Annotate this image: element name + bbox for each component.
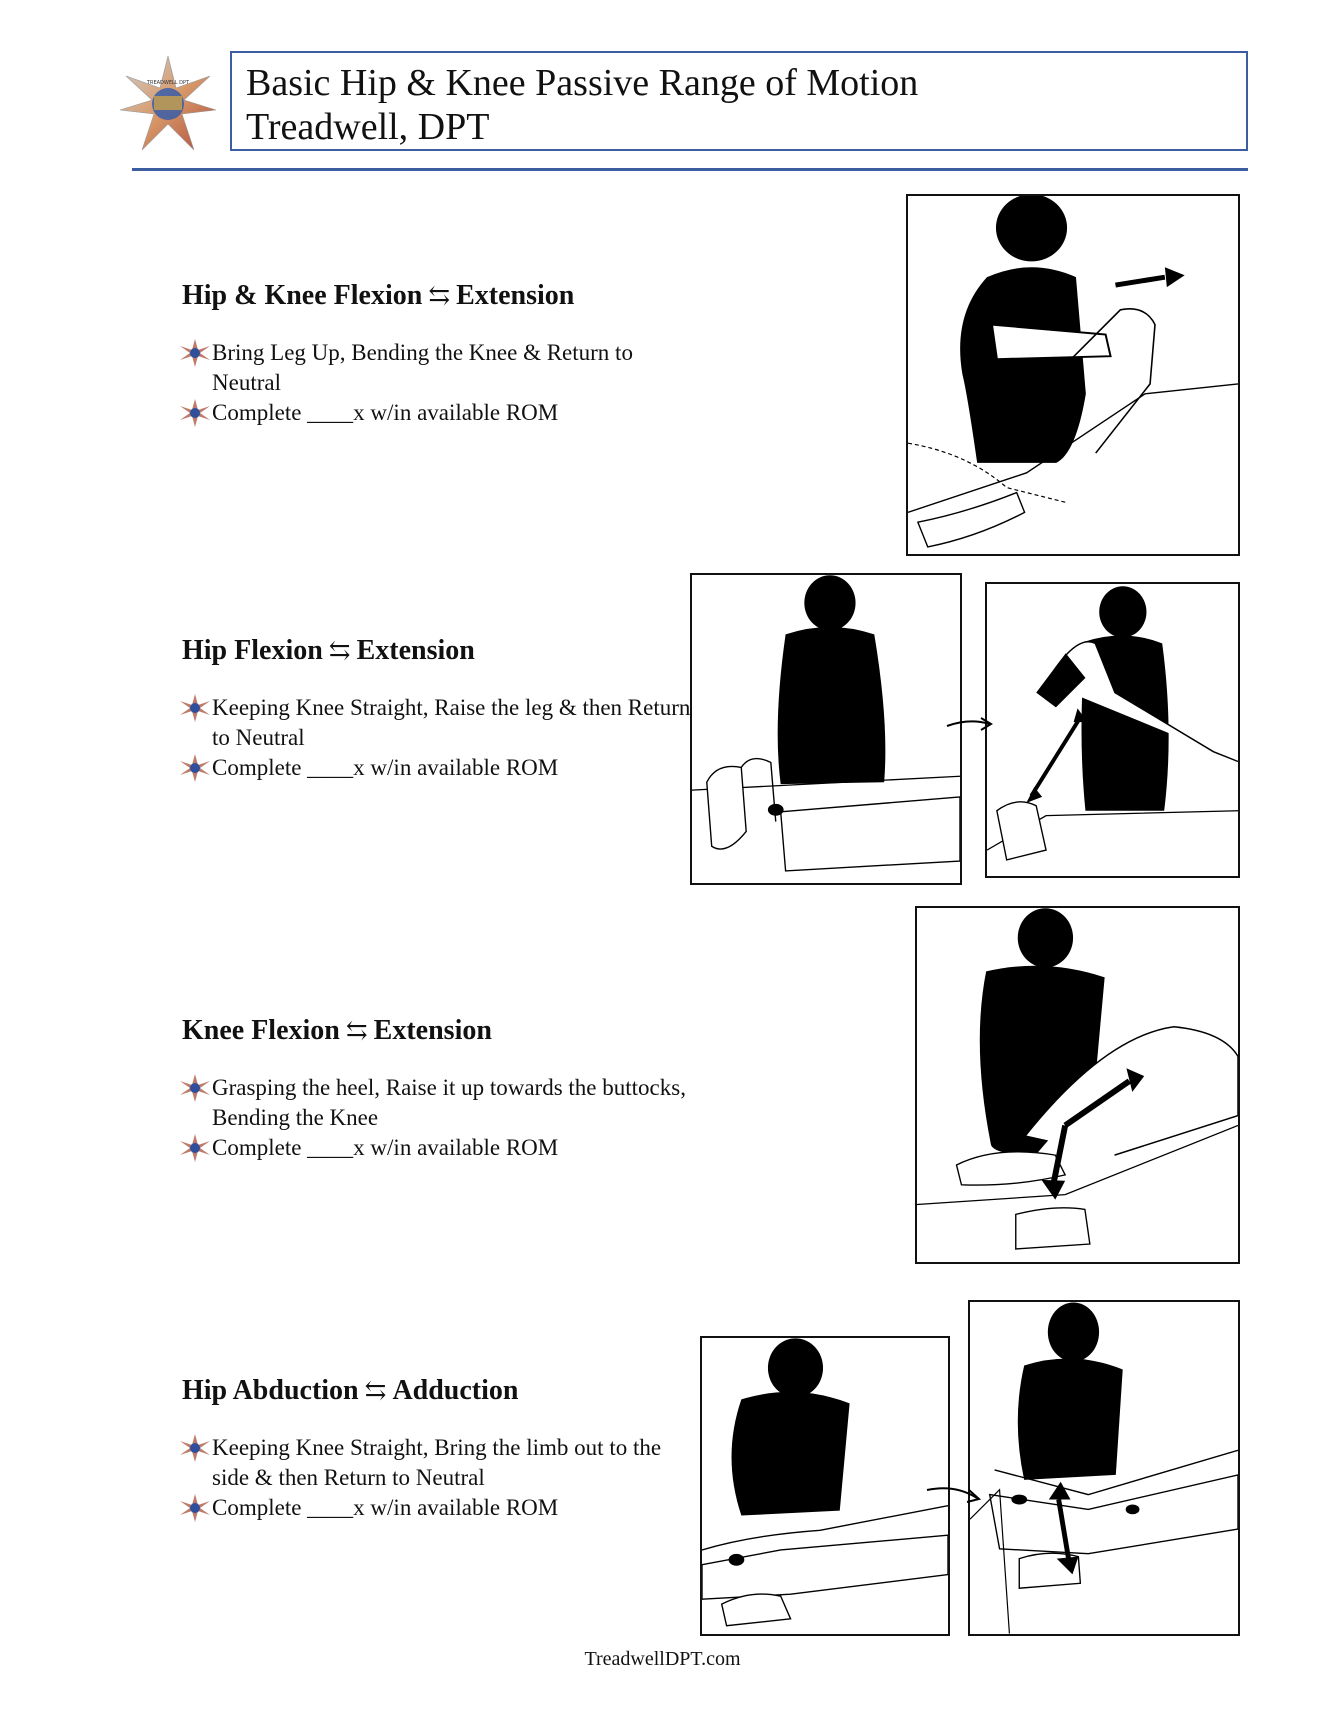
instruction-item bbox=[182, 1493, 702, 1523]
therapist-knee-flexion-illustration bbox=[917, 908, 1238, 1262]
illustration-hip-abduction-out bbox=[968, 1300, 1240, 1636]
illustration-hip-flexion-start bbox=[690, 573, 962, 885]
therapist-standing-illustration bbox=[692, 575, 960, 883]
exercise-title bbox=[182, 1015, 702, 1047]
instruction-item bbox=[182, 1133, 702, 1163]
instruction-text: Complete ____x w/in available ROM bbox=[212, 1495, 559, 1520]
illustration-knee-flexion bbox=[915, 906, 1240, 1264]
compass-star-bullet-icon bbox=[178, 1433, 212, 1463]
instruction-text: Keeping Knee Straight, Raise the leg & then Return to Neutral bbox=[212, 695, 691, 750]
title-part-a: Knee Flexion bbox=[182, 1015, 340, 1046]
footer-website: TreadwellDPT.com bbox=[584, 1648, 741, 1670]
instruction-text: Complete ____x w/in available ROM bbox=[212, 755, 559, 780]
illustration-hip-flexion-raised bbox=[985, 582, 1240, 878]
compass-star-bullet-icon bbox=[178, 398, 212, 428]
instruction-text: Complete ____x w/in available ROM bbox=[212, 1135, 559, 1160]
title-part-b: Extension bbox=[373, 1015, 492, 1046]
compass-star-bullet-icon bbox=[178, 1073, 212, 1103]
compass-star-bullet-icon bbox=[178, 1133, 212, 1163]
bidirectional-arrow-icon: ⇆ bbox=[364, 1376, 387, 1405]
treadwell-logo bbox=[118, 54, 218, 154]
instruction-text: Bring Leg Up, Bending the Knee & Return to Neutral bbox=[212, 340, 633, 395]
title-part-a: Hip Flexion bbox=[182, 635, 323, 666]
title-part-a: Hip & Knee Flexion bbox=[182, 280, 423, 311]
sequence-arrow-icon bbox=[945, 712, 995, 736]
title-part-b: Adduction bbox=[392, 1375, 519, 1406]
exercise-knee-flexion bbox=[182, 1015, 702, 1163]
instruction-item bbox=[182, 693, 702, 753]
compass-star-bullet-icon bbox=[178, 753, 212, 783]
sequence-arrow-icon bbox=[925, 1478, 985, 1508]
exercise-hip-flexion bbox=[182, 635, 702, 783]
illustration-hip-abduction-start bbox=[700, 1336, 950, 1636]
page-subtitle: Treadwell, DPT bbox=[246, 106, 490, 148]
page-title: Basic Hip & Knee Passive Range of Motion bbox=[246, 62, 919, 104]
instruction-item bbox=[182, 398, 702, 428]
exercise-hip-knee-flexion bbox=[182, 280, 702, 428]
therapist-abduction-start-illustration bbox=[702, 1338, 948, 1634]
compass-star-bullet-icon bbox=[178, 1493, 212, 1523]
title-part-b: Extension bbox=[456, 280, 575, 311]
instruction-item bbox=[182, 753, 702, 783]
therapist-raising-leg-illustration bbox=[987, 584, 1238, 876]
title-part-b: Extension bbox=[356, 635, 475, 666]
exercise-title bbox=[182, 635, 702, 667]
logo-text: TREADWELL DPT bbox=[146, 80, 190, 86]
header-title-box bbox=[230, 51, 1248, 151]
instruction-text: Grasping the heel, Raise it up towards the buttocks, Bending the Knee bbox=[212, 1075, 686, 1130]
title-part-a: Hip Abduction bbox=[182, 1375, 359, 1406]
compass-star-bullet-icon bbox=[178, 693, 212, 723]
illustration-hip-knee-flexion bbox=[906, 194, 1240, 556]
instruction-item bbox=[182, 338, 702, 398]
exercise-title bbox=[182, 1375, 702, 1407]
header-divider bbox=[132, 168, 1248, 171]
instruction-item bbox=[182, 1073, 702, 1133]
exercise-title bbox=[182, 280, 702, 312]
bidirectional-arrow-icon: ⇆ bbox=[328, 636, 351, 665]
bidirectional-arrow-icon: ⇆ bbox=[428, 281, 451, 310]
instruction-text: Complete ____x w/in available ROM bbox=[212, 400, 559, 425]
exercise-hip-abduction bbox=[182, 1375, 702, 1523]
instruction-item bbox=[182, 1433, 702, 1493]
therapist-hip-knee-illustration bbox=[908, 196, 1238, 554]
bidirectional-arrow-icon: ⇆ bbox=[345, 1016, 368, 1045]
compass-star-bullet-icon bbox=[178, 338, 212, 368]
therapist-abduction-out-illustration bbox=[970, 1302, 1238, 1634]
instruction-text: Keeping Knee Straight, Bring the limb out to the side & then Return to Neutral bbox=[212, 1435, 662, 1490]
